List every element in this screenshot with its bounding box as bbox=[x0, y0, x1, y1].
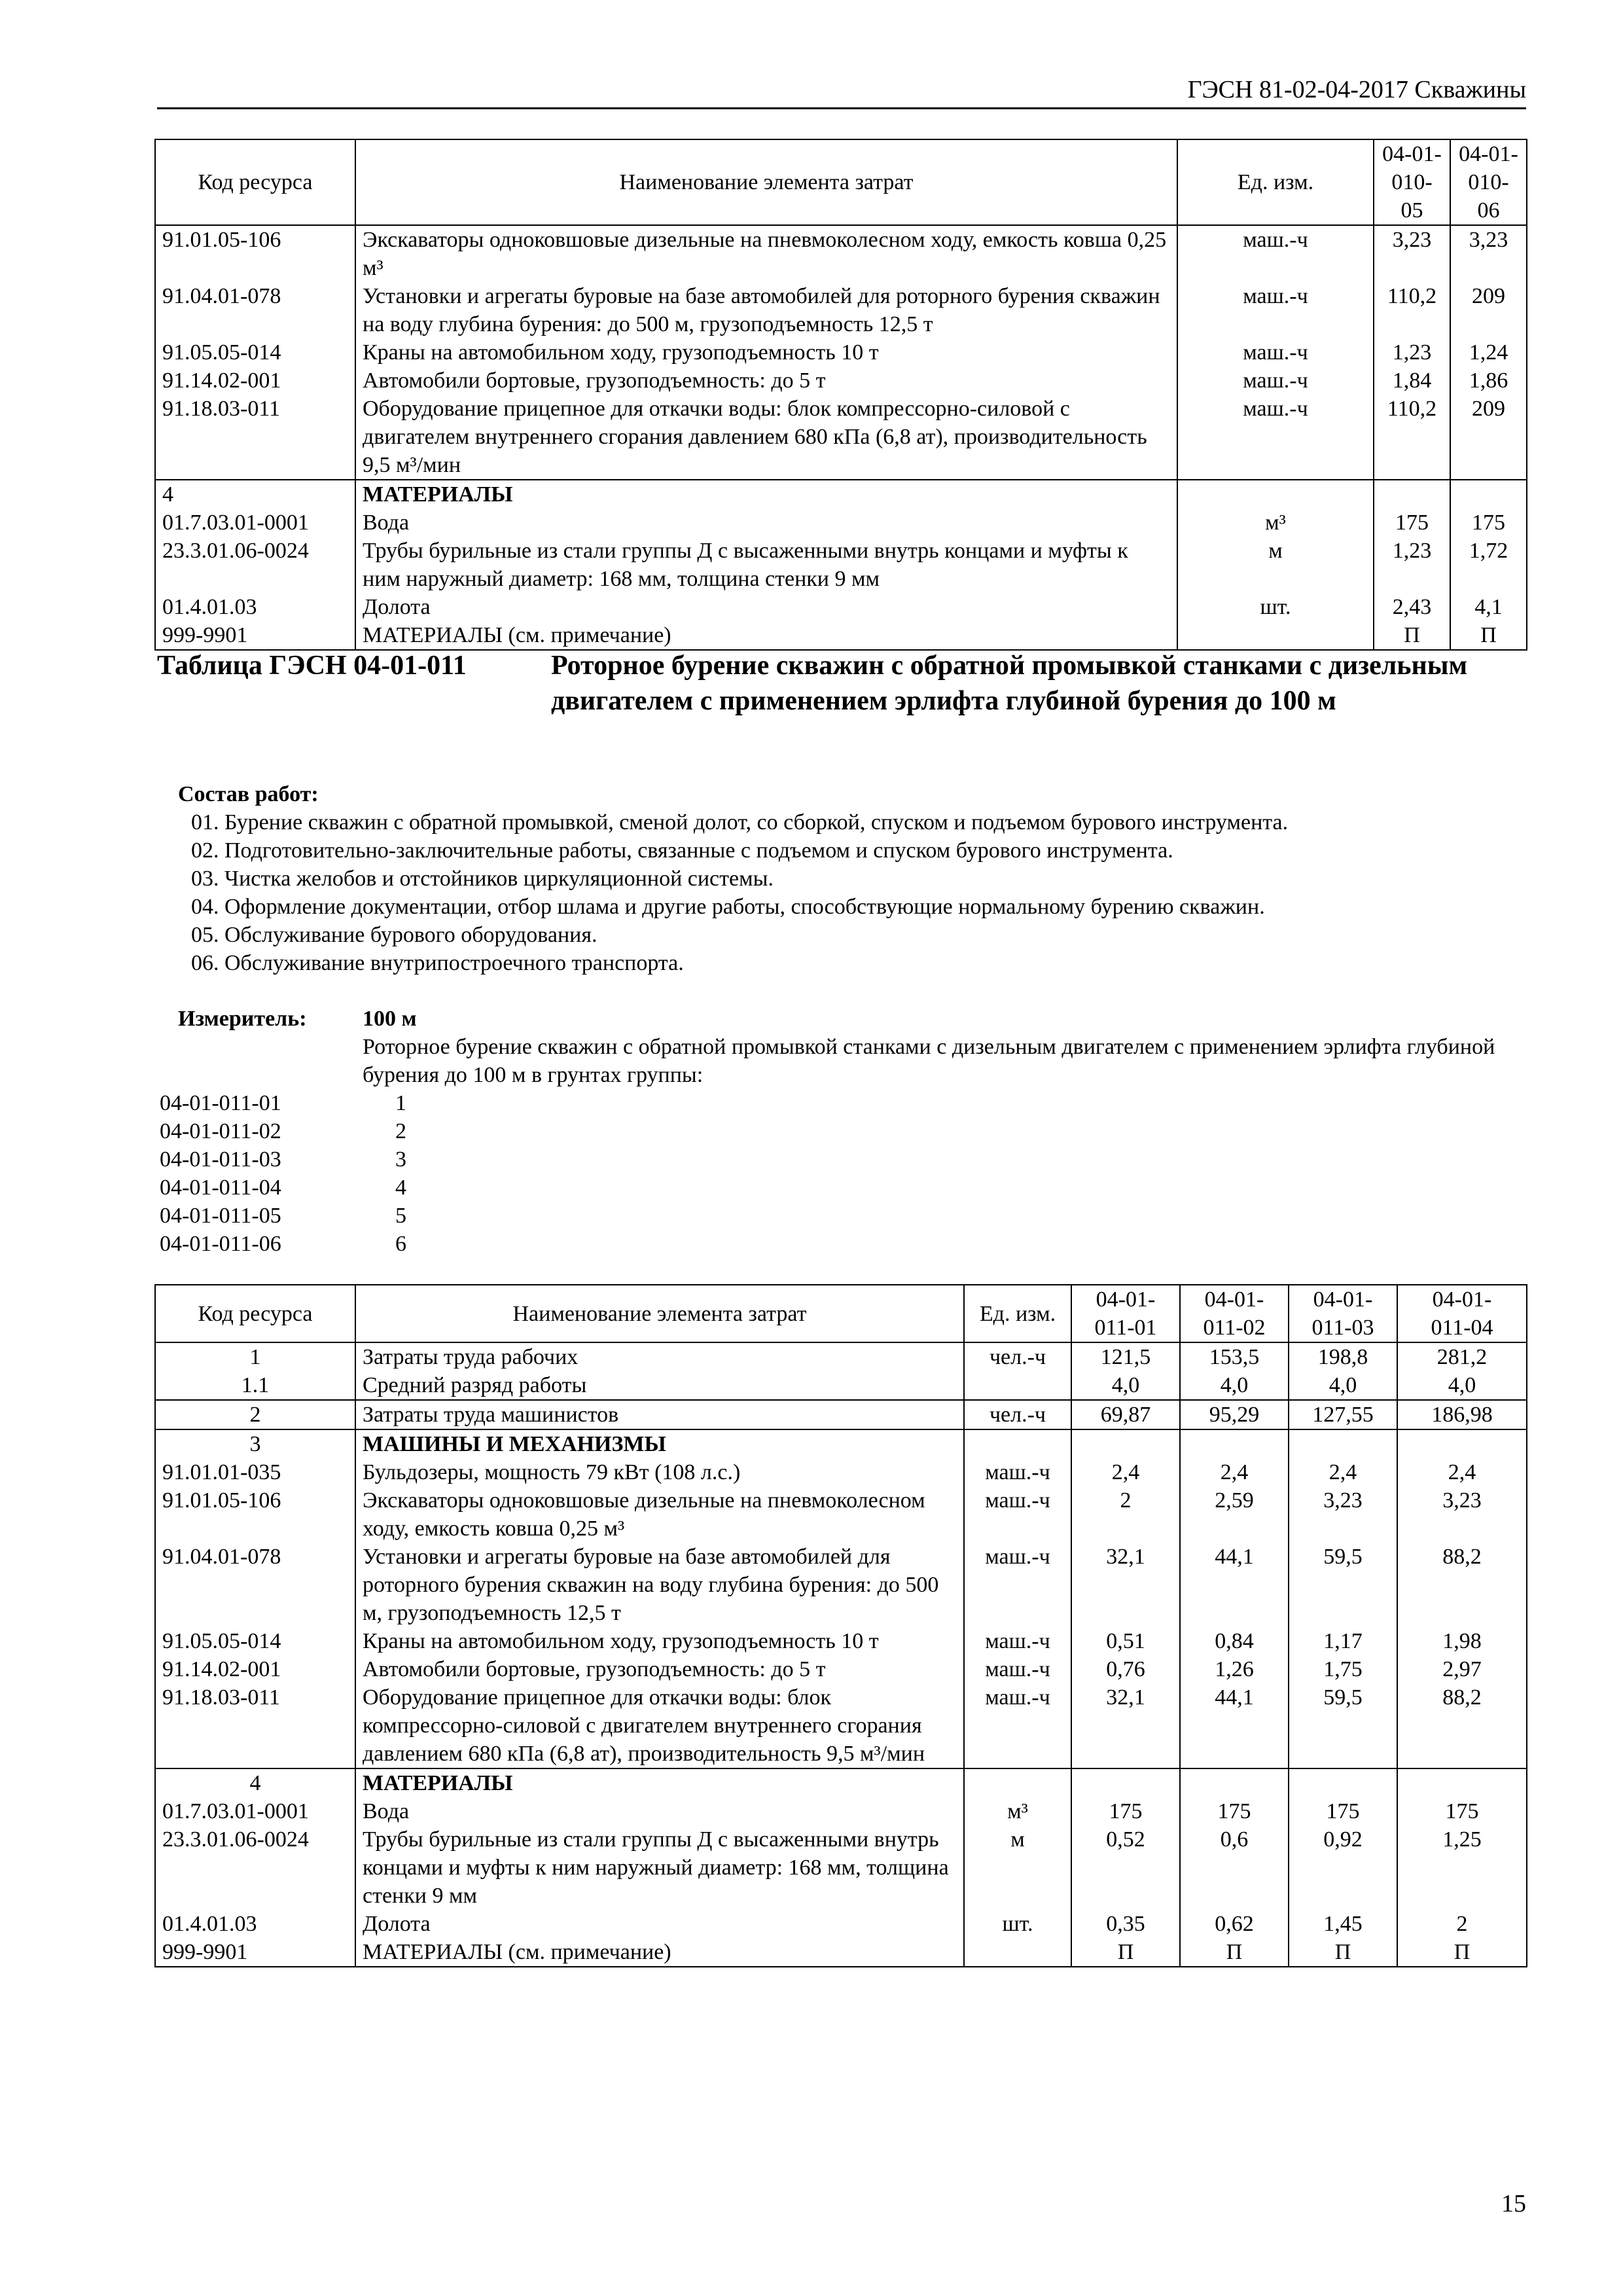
table-row bbox=[155, 480, 1527, 509]
resource-code: 91.05.05-014 bbox=[155, 338, 355, 367]
norm-value: 1,75 bbox=[1289, 1655, 1397, 1683]
norm-value bbox=[1180, 1429, 1289, 1458]
norm-value: 88,2 bbox=[1397, 1683, 1527, 1768]
norm-value: 175 bbox=[1397, 1797, 1527, 1825]
resource-code: 01.7.03.01-0001 bbox=[155, 1797, 355, 1825]
norm-value: 4,0 bbox=[1289, 1371, 1397, 1400]
column-header: Наименование элемента затрат bbox=[355, 1285, 964, 1342]
norm-value: 2,43 bbox=[1374, 593, 1450, 621]
norm-value: 175 bbox=[1071, 1797, 1180, 1825]
meter-item bbox=[160, 1230, 406, 1258]
resource-unit: маш.-ч bbox=[1177, 367, 1374, 395]
norm-value: 3,23 bbox=[1289, 1486, 1397, 1543]
column-header: 04-01- 011-02 bbox=[1180, 1285, 1289, 1342]
resource-unit: чел.-ч bbox=[964, 1400, 1071, 1429]
norm-value: 198,8 bbox=[1289, 1342, 1397, 1371]
resource-name: Средний разряд работы bbox=[355, 1371, 964, 1400]
norm-value bbox=[1071, 1429, 1180, 1458]
norm-value: 2,4 bbox=[1180, 1458, 1289, 1486]
resource-name: Установки и агрегаты буровые на базе автомобилей для роторного бурения скважин на воду глубина бурения: до 500 м, грузоподъемность 12,5 т bbox=[355, 282, 1177, 338]
resource-code: 01.7.03.01-0001 bbox=[155, 509, 355, 537]
norm-value: 281,2 bbox=[1397, 1342, 1527, 1371]
norm-value: 44,1 bbox=[1180, 1683, 1289, 1768]
resource-name: Экскаваторы одноковшовые дизельные на пневмоколесном ходу, емкость ковша 0,25 м³ bbox=[355, 225, 1177, 282]
norm-value: 1,84 bbox=[1374, 367, 1450, 395]
norm-value: 1,24 bbox=[1450, 338, 1527, 367]
resource-unit: маш.-ч bbox=[964, 1627, 1071, 1655]
table-row bbox=[155, 1429, 1527, 1458]
resource-unit: маш.-ч bbox=[1177, 338, 1374, 367]
column-header: 04-01- 011-03 bbox=[1289, 1285, 1397, 1342]
norm-value: 0,76 bbox=[1071, 1655, 1180, 1683]
resource-code: 91.01.01-035 bbox=[155, 1458, 355, 1486]
norm-value bbox=[1180, 1768, 1289, 1797]
norm-value: 88,2 bbox=[1397, 1543, 1527, 1627]
norm-value bbox=[1374, 480, 1450, 509]
resource-name: Оборудование прицепное для откачки воды: блок компрессорно-силовой с двигателем внутреннего сгорания давлением 680 кПа (6,8 ат), производительность 9,5 м³/мин bbox=[355, 395, 1177, 480]
norm-value: 3,23 bbox=[1397, 1486, 1527, 1543]
resource-code: 01.4.01.03 bbox=[155, 1910, 355, 1938]
resource-unit: маш.-ч bbox=[1177, 225, 1374, 282]
resource-unit: чел.-ч bbox=[964, 1342, 1071, 1371]
table-row bbox=[155, 1400, 1527, 1429]
resource-name: Вода bbox=[355, 509, 1177, 537]
norm-value: 209 bbox=[1450, 395, 1527, 480]
norm-value: 4,0 bbox=[1397, 1371, 1527, 1400]
norm-value: 209 bbox=[1450, 282, 1527, 338]
norm-value: 2,59 bbox=[1180, 1486, 1289, 1543]
resource-code: 3 bbox=[155, 1429, 355, 1458]
resource-unit bbox=[964, 1371, 1071, 1400]
resource-code: 1.1 bbox=[155, 1371, 355, 1400]
resource-code: 999-9901 bbox=[155, 1938, 355, 1967]
table-row bbox=[155, 593, 1527, 621]
norm-value: 2 bbox=[1397, 1910, 1527, 1938]
norm-value: 0,35 bbox=[1071, 1910, 1180, 1938]
resource-unit: маш.-ч bbox=[1177, 395, 1374, 480]
table-row bbox=[155, 509, 1527, 537]
table-row bbox=[155, 1486, 1527, 1543]
resource-code: 01.4.01.03 bbox=[155, 593, 355, 621]
resource-unit: м bbox=[964, 1825, 1071, 1910]
resource-unit bbox=[964, 1768, 1071, 1797]
column-header: Код ресурса bbox=[155, 1285, 355, 1342]
resource-name: МАТЕРИАЛЫ (см. примечание) bbox=[355, 1938, 964, 1967]
norm-value: 2,4 bbox=[1397, 1458, 1527, 1486]
norm-value: 4,0 bbox=[1180, 1371, 1289, 1400]
norm-value bbox=[1397, 1429, 1527, 1458]
resource-code: 91.01.05-106 bbox=[155, 1486, 355, 1543]
column-header: 04-01- 011-01 bbox=[1071, 1285, 1180, 1342]
table-row bbox=[155, 1543, 1527, 1627]
table-row bbox=[155, 1458, 1527, 1486]
norm-value: 110,2 bbox=[1374, 282, 1450, 338]
table-row bbox=[155, 1683, 1527, 1768]
work-item: 06. Обслуживание внутрипостроечного транспорта. bbox=[191, 951, 684, 975]
meter-code: 04-01-011-04 bbox=[160, 1175, 281, 1200]
column-header: Наименование элемента затрат bbox=[355, 139, 1177, 225]
table-row bbox=[155, 1938, 1527, 1967]
resource-table-010 bbox=[154, 139, 1527, 651]
column-header: Код ресурса bbox=[155, 139, 355, 225]
norm-value: 3,23 bbox=[1374, 225, 1450, 282]
table-row bbox=[155, 1825, 1527, 1910]
resource-code: 91.14.02-001 bbox=[155, 1655, 355, 1683]
resource-unit: маш.-ч bbox=[964, 1655, 1071, 1683]
column-header: 04-01- 010-05 bbox=[1374, 139, 1450, 225]
norm-value: 0,6 bbox=[1180, 1825, 1289, 1910]
resource-name: Установки и агрегаты буровые на базе автомобилей для роторного бурения скважин на воду глубина бурения: до 500 м, грузоподъемность 12,5 т bbox=[355, 1543, 964, 1627]
resource-name: МАТЕРИАЛЫ bbox=[355, 480, 1177, 509]
norm-value: 186,98 bbox=[1397, 1400, 1527, 1429]
column-header: Ед. изм. bbox=[964, 1285, 1071, 1342]
meter-label: Измеритель: bbox=[178, 1007, 307, 1031]
resource-unit: маш.-ч bbox=[964, 1543, 1071, 1627]
norm-value: 0,51 bbox=[1071, 1627, 1180, 1655]
resource-name: Оборудование прицепное для откачки воды: блок компрессорно-силовой с двигателем внутреннего сгорания давлением 680 кПа (6,8 ат), производительность 9,5 м³/мин bbox=[355, 1683, 964, 1768]
norm-value bbox=[1397, 1768, 1527, 1797]
table-row bbox=[155, 1342, 1527, 1371]
norm-value bbox=[1289, 1429, 1397, 1458]
resource-code: 91.14.02-001 bbox=[155, 367, 355, 395]
resource-unit: м bbox=[1177, 537, 1374, 593]
page-number: 15 bbox=[1501, 2190, 1526, 2217]
norm-value: П bbox=[1071, 1938, 1180, 1967]
norm-value bbox=[1071, 1768, 1180, 1797]
table-row bbox=[155, 1910, 1527, 1938]
table-row bbox=[155, 1768, 1527, 1797]
running-header: ГЭСН 81-02-04-2017 Скважины bbox=[1187, 76, 1526, 103]
resource-name: Автомобили бортовые, грузоподъемность: до 5 т bbox=[355, 1655, 964, 1683]
norm-value: 1,23 bbox=[1374, 338, 1450, 367]
resource-code: 4 bbox=[155, 480, 355, 509]
norm-value: 0,62 bbox=[1180, 1910, 1289, 1938]
resource-name: Затраты труда машинистов bbox=[355, 1400, 964, 1429]
resource-name: МАТЕРИАЛЫ bbox=[355, 1768, 964, 1797]
norm-value: 153,5 bbox=[1180, 1342, 1289, 1371]
meter-item bbox=[160, 1174, 406, 1202]
meter-item bbox=[160, 1089, 406, 1117]
norm-value: 2 bbox=[1071, 1486, 1180, 1543]
norm-value: 1,98 bbox=[1397, 1627, 1527, 1655]
resource-name: Вода bbox=[355, 1797, 964, 1825]
work-item: 05. Обслуживание бурового оборудования. bbox=[191, 923, 597, 947]
norm-value: 1,72 bbox=[1450, 537, 1527, 593]
norm-value: 127,55 bbox=[1289, 1400, 1397, 1429]
table-row bbox=[155, 367, 1527, 395]
resource-unit: шт. bbox=[1177, 593, 1374, 621]
meter-value: 100 м bbox=[363, 1007, 417, 1031]
header-rule bbox=[157, 107, 1526, 109]
meter-group: 1 bbox=[395, 1091, 406, 1115]
resource-code: 91.18.03-011 bbox=[155, 1683, 355, 1768]
norm-value: 59,5 bbox=[1289, 1543, 1397, 1627]
norm-value: П bbox=[1374, 621, 1450, 650]
norm-value: 2,97 bbox=[1397, 1655, 1527, 1683]
resource-name: Краны на автомобильном ходу, грузоподъемность 10 т bbox=[355, 1627, 964, 1655]
resource-name: Затраты труда рабочих bbox=[355, 1342, 964, 1371]
resource-code: 1 bbox=[155, 1342, 355, 1371]
norm-value: 32,1 bbox=[1071, 1683, 1180, 1768]
norm-value: 0,84 bbox=[1180, 1627, 1289, 1655]
resource-code: 23.3.01.06-0024 bbox=[155, 537, 355, 593]
norm-value: 59,5 bbox=[1289, 1683, 1397, 1768]
resource-code: 23.3.01.06-0024 bbox=[155, 1825, 355, 1910]
works-list bbox=[191, 808, 1526, 977]
work-item: 04. Оформление документации, отбор шлама и другие работы, способствующие нормальному бурению скважин. bbox=[191, 895, 1265, 919]
work-item: 01. Бурение скважин с обратной промывкой, сменой долот, со сборкой, спуском и подъемом бурового инструмента. bbox=[191, 810, 1289, 834]
norm-value: 2,4 bbox=[1289, 1458, 1397, 1486]
resource-name: МАТЕРИАЛЫ (см. примечание) bbox=[355, 621, 1177, 650]
norm-value: 1,45 bbox=[1289, 1910, 1397, 1938]
resource-unit: маш.-ч bbox=[964, 1458, 1071, 1486]
meter-group: 6 bbox=[395, 1232, 406, 1256]
norm-value: 1,26 bbox=[1180, 1655, 1289, 1683]
table-row bbox=[155, 1627, 1527, 1655]
norm-value: П bbox=[1289, 1938, 1397, 1967]
norm-value: 0,52 bbox=[1071, 1825, 1180, 1910]
norm-value: 44,1 bbox=[1180, 1543, 1289, 1627]
meter-group: 2 bbox=[395, 1119, 406, 1143]
meter-code: 04-01-011-05 bbox=[160, 1204, 281, 1228]
resource-name: Краны на автомобильном ходу, грузоподъемность 10 т bbox=[355, 338, 1177, 367]
meter-group: 3 bbox=[395, 1147, 406, 1172]
norm-value: 3,23 bbox=[1450, 225, 1527, 282]
resource-name: Автомобили бортовые, грузоподъемность: до 5 т bbox=[355, 367, 1177, 395]
meter-code: 04-01-011-02 bbox=[160, 1119, 281, 1143]
meter-group: 5 bbox=[395, 1204, 406, 1228]
meter-code: 04-01-011-01 bbox=[160, 1091, 281, 1115]
table-label: Таблица ГЭСН 04-01-011 bbox=[157, 651, 467, 681]
table-row bbox=[155, 338, 1527, 367]
column-header: Ед. изм. bbox=[1177, 139, 1374, 225]
norm-value: 69,87 bbox=[1071, 1400, 1180, 1429]
norm-value: 95,29 bbox=[1180, 1400, 1289, 1429]
resource-name: Бульдозеры, мощность 79 кВт (108 л.с.) bbox=[355, 1458, 964, 1486]
norm-value: 175 bbox=[1180, 1797, 1289, 1825]
norm-value: 32,1 bbox=[1071, 1543, 1180, 1627]
meter-group: 4 bbox=[395, 1175, 406, 1200]
meter-code: 04-01-011-03 bbox=[160, 1147, 281, 1172]
resource-name: Экскаваторы одноковшовые дизельные на пневмоколесном ходу, емкость ковша 0,25 м³ bbox=[355, 1486, 964, 1543]
norm-value: 175 bbox=[1450, 509, 1527, 537]
norm-value: 121,5 bbox=[1071, 1342, 1180, 1371]
norm-value: П bbox=[1397, 1938, 1527, 1967]
resource-name: Трубы бурильные из стали группы Д с высаженными внутрь концами и муфты к ним наружный диаметр: 168 мм, толщина стенки 9 мм bbox=[355, 1825, 964, 1910]
norm-value: 175 bbox=[1289, 1797, 1397, 1825]
resource-code: 91.04.01-078 bbox=[155, 1543, 355, 1627]
resource-unit: шт. bbox=[964, 1910, 1071, 1938]
table-row bbox=[155, 1797, 1527, 1825]
table-title: Роторное бурение скважин с обратной промывкой станками с дизельным двигателем с применением эрлифта глубиной бурения до 100 м bbox=[551, 651, 1468, 716]
resource-unit bbox=[1177, 480, 1374, 509]
resource-code: 4 bbox=[155, 1768, 355, 1797]
resource-unit: маш.-ч bbox=[1177, 282, 1374, 338]
table-row bbox=[155, 225, 1527, 282]
column-header: 04-01- 011-04 bbox=[1397, 1285, 1527, 1342]
norm-value: 1,86 bbox=[1450, 367, 1527, 395]
norm-value: П bbox=[1450, 621, 1527, 650]
resource-code: 999-9901 bbox=[155, 621, 355, 650]
resource-unit bbox=[964, 1429, 1071, 1458]
resource-code: 91.01.05-106 bbox=[155, 225, 355, 282]
resource-unit bbox=[1177, 621, 1374, 650]
norm-value: 4,1 bbox=[1450, 593, 1527, 621]
resource-code: 2 bbox=[155, 1400, 355, 1429]
table-row bbox=[155, 282, 1527, 338]
norm-value bbox=[1289, 1768, 1397, 1797]
work-item: 03. Чистка желобов и отстойников циркуляционной системы. bbox=[191, 867, 774, 891]
norm-value: 110,2 bbox=[1374, 395, 1450, 480]
meter-item bbox=[160, 1117, 406, 1145]
norm-value: 2,4 bbox=[1071, 1458, 1180, 1486]
norm-value: 175 bbox=[1374, 509, 1450, 537]
table-row bbox=[155, 621, 1527, 650]
resource-unit: м³ bbox=[1177, 509, 1374, 537]
table-row bbox=[155, 395, 1527, 480]
norm-value: 0,92 bbox=[1289, 1825, 1397, 1910]
norm-value: 4,0 bbox=[1071, 1371, 1180, 1400]
works-title: Состав работ: bbox=[178, 782, 319, 806]
resource-unit: маш.-ч bbox=[964, 1683, 1071, 1768]
meter-description: Роторное бурение скважин с обратной промывкой станками с дизельным двигателем с применением эрлифта глубиной бурения до 100 м в грунтах группы: bbox=[363, 1035, 1495, 1087]
resource-unit bbox=[964, 1938, 1071, 1967]
norm-value: 1,23 bbox=[1374, 537, 1450, 593]
resource-unit: м³ bbox=[964, 1797, 1071, 1825]
norm-value bbox=[1450, 480, 1527, 509]
table-row bbox=[155, 1371, 1527, 1400]
resource-name: Долота bbox=[355, 593, 1177, 621]
column-header: 04-01- 010-06 bbox=[1450, 139, 1527, 225]
resource-table-011 bbox=[154, 1284, 1527, 1967]
norm-value: П bbox=[1180, 1938, 1289, 1967]
resource-unit: маш.-ч bbox=[964, 1486, 1071, 1543]
norm-value: 1,17 bbox=[1289, 1627, 1397, 1655]
meter-code: 04-01-011-06 bbox=[160, 1232, 281, 1256]
meter-item bbox=[160, 1202, 406, 1230]
table-row bbox=[155, 537, 1527, 593]
meter-item bbox=[160, 1145, 406, 1174]
work-item: 02. Подготовительно-заключительные работы, связанные с подъемом и спуском бурового инструмента. bbox=[191, 838, 1173, 863]
resource-name: Долота bbox=[355, 1910, 964, 1938]
table-row bbox=[155, 1655, 1527, 1683]
norm-value: 1,25 bbox=[1397, 1825, 1527, 1910]
resource-code: 91.05.05-014 bbox=[155, 1627, 355, 1655]
resource-name: МАШИНЫ И МЕХАНИЗМЫ bbox=[355, 1429, 964, 1458]
resource-code: 91.18.03-011 bbox=[155, 395, 355, 480]
resource-code: 91.04.01-078 bbox=[155, 282, 355, 338]
resource-name: Трубы бурильные из стали группы Д с высаженными внутрь концами и муфты к ним наружный диаметр: 168 мм, толщина стенки 9 мм bbox=[355, 537, 1177, 593]
